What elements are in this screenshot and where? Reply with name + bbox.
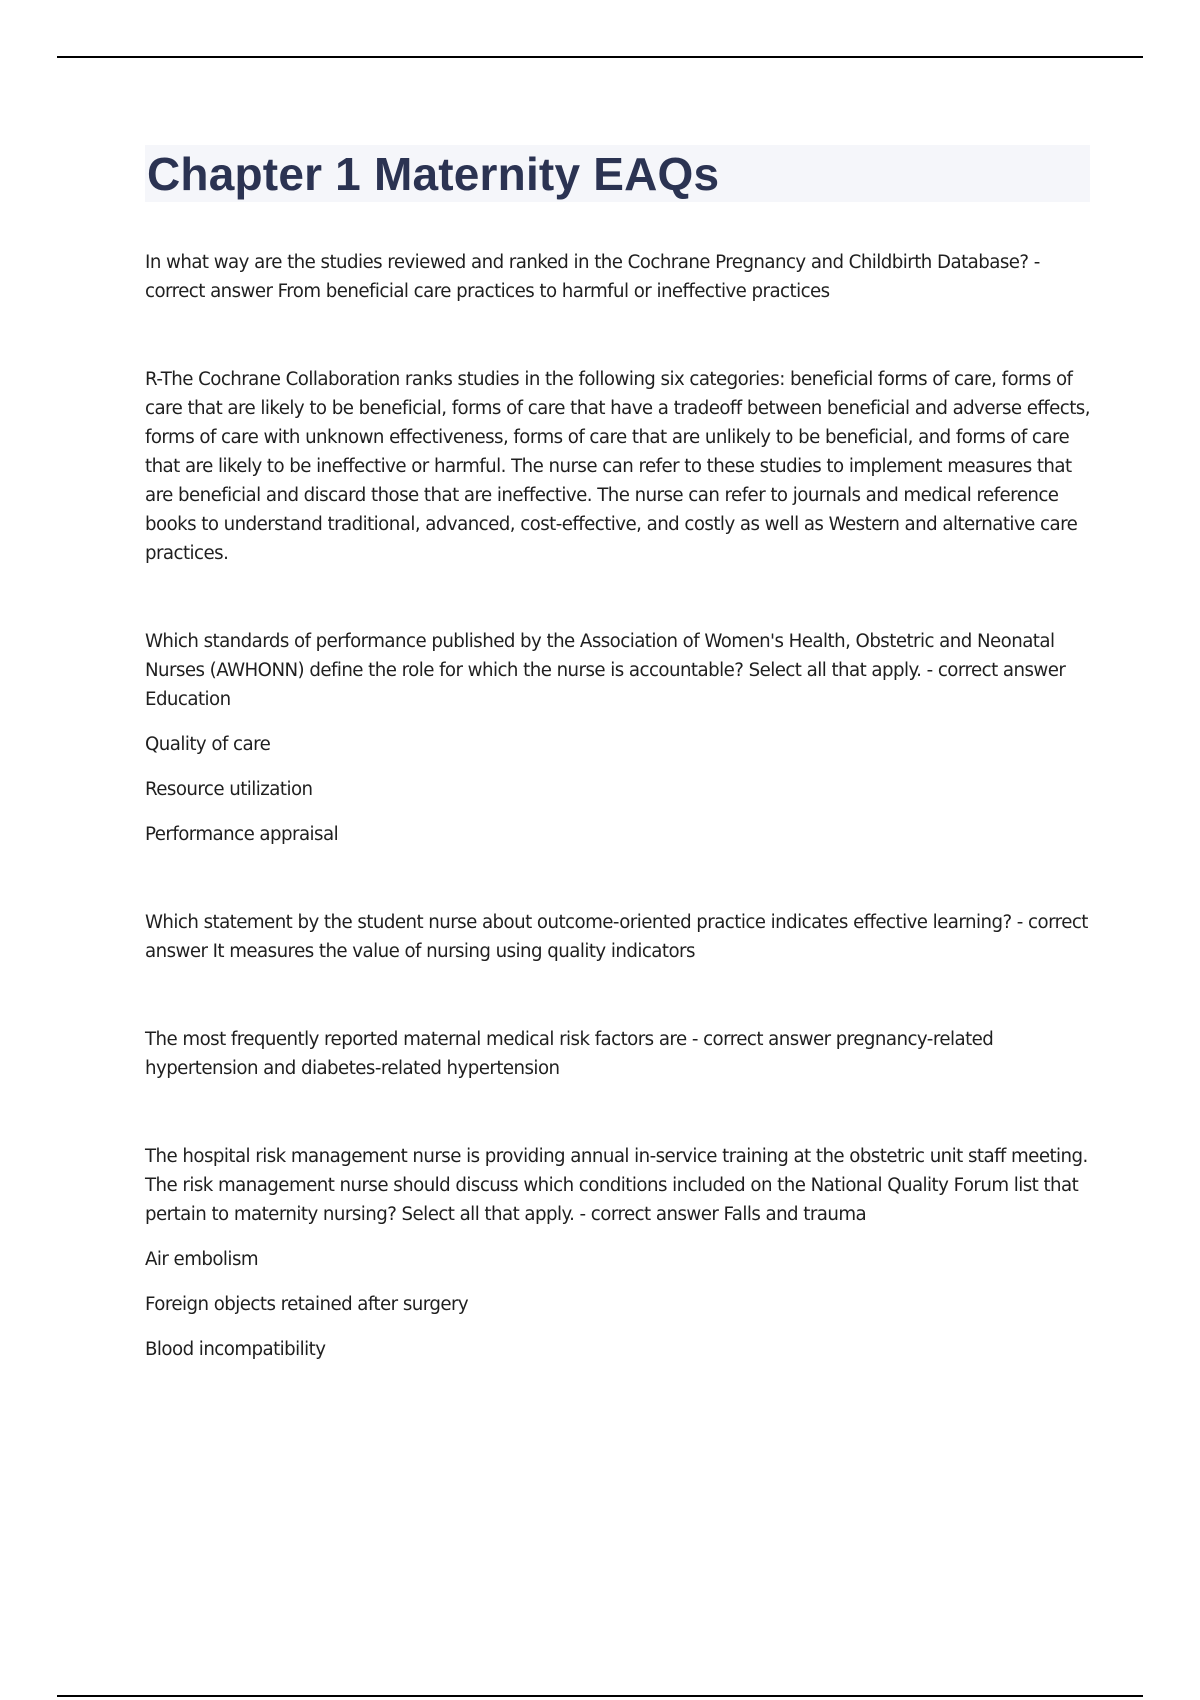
answer-item: Foreign objects retained after surgery [145,1294,469,1315]
question-1: In what way are the studies reviewed and ranked in the Cochrane Pregnancy and Childbirth Database? - correct answer From beneficial care practices to harmful or ineffective practices [145,252,1040,302]
rationale-1: R-The Cochrane Collaboration ranks studies in the following six categories: beneficial forms of care, forms of care that are likely to be beneficial, forms of care that have a tradeoff between beneficial and adverse effects, forms of care with unknown effectiveness, forms of care that are unlikely to be beneficial, and forms of care that are likely to be ineffective or harmful. The nurse can refer to these studies to implement measures that are beneficial and discard those that are ineffective. The nurse can refer to journals and medical reference books to understand traditional, advanced, cost-effective, and costly as well as Western and alternative care practices. [145,369,1090,564]
answer-item: Air embolism [145,1249,259,1270]
question-2: Which standards of performance published by the Association of Women's Health, Obstetric and Neonatal Nurses (AWHONN) define the role for which the nurse is accountable? Select all that apply. - correct answer Education [145,631,1066,710]
question-4: The most frequently reported maternal medical risk factors are - correct answer pregnancy-related hypertension and diabetes-related hypertension [145,1029,994,1079]
top-rule [57,56,1143,58]
question-5: The hospital risk management nurse is providing annual in-service training at the obstetric unit staff meeting. The risk management nurse should discuss which conditions included on the National Quality Forum list that pertain to maternity nursing? Select all that apply. - correct answer Falls and trauma [145,1146,1088,1225]
question-3: Which statement by the student nurse about outcome-oriented practice indicates effective learning? - correct answer It measures the value of nursing using quality indicators [145,912,1088,962]
answer-item: Quality of care [145,734,271,755]
page-content [145,145,1090,1364]
document-body [145,202,1090,1364]
answer-item: Resource utilization [145,779,313,800]
page-title: Chapter 1 Maternity EAQs [147,147,720,200]
title-band [145,145,1090,202]
answer-item: Performance appraisal [145,824,339,845]
answer-item: Blood incompatibility [145,1339,326,1360]
bottom-rule [57,1695,1143,1697]
